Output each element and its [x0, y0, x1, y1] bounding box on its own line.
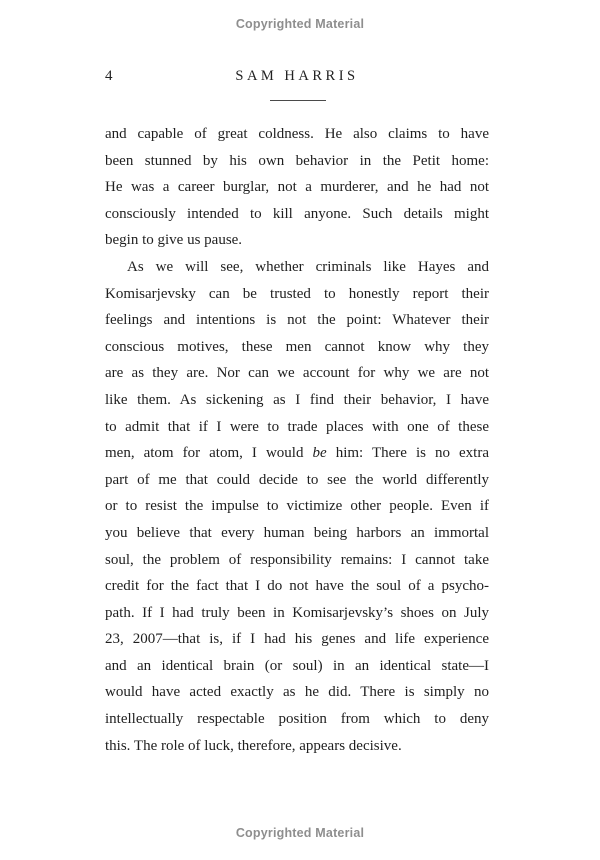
body-line: or to resist the impulse to victimize other people. Even if: [105, 498, 489, 515]
body-text: [105, 121, 489, 759]
body-line: Komisarjevsky can be trusted to honestly report their: [105, 285, 489, 302]
copyright-banner-bottom: Copyrighted Material: [235, 826, 365, 840]
header-rule-divider: [270, 100, 326, 101]
body-line: intellectually respectable position from which to deny: [105, 711, 489, 728]
body-line: credit for the fact that I do not have the soul of a psycho-: [105, 578, 489, 595]
body-line: consciously intended to kill anyone. Such details might: [105, 205, 489, 222]
body-line: are as they are. Nor can we account for why we are not: [105, 365, 489, 382]
page-number: 4: [105, 68, 113, 84]
body-line: He was a career burglar, not a murderer, and he had not: [105, 179, 489, 196]
body-line: conscious motives, these men cannot know why they: [105, 338, 489, 355]
body-line: and an identical brain (or soul) in an identical state—I: [105, 657, 489, 674]
body-line: and capable of great coldness. He also claims to have: [105, 126, 489, 142]
body-line: to admit that if I were to trade places with one of these: [105, 418, 489, 435]
body-line: you believe that every human being harbors an immortal: [105, 524, 489, 541]
body-line: this. The role of luck, therefore, appears decisive.: [105, 737, 402, 754]
body-line: path. If I had truly been in Komisarjevsky’s shoes on July: [105, 604, 489, 621]
body-line: soul, the problem of responsibility remains: I cannot take: [105, 551, 489, 568]
body-line: 23, 2007—that is, if I had his genes and life experience: [105, 631, 489, 648]
body-line: would have acted exactly as he did. There is simply no: [105, 684, 489, 701]
copyright-banner-top: Copyrighted Material: [235, 17, 365, 31]
running-header: SAM HARRIS: [235, 68, 359, 84]
body-line: As we will see, whether criminals like Hayes and: [127, 258, 489, 275]
body-line: men, atom for atom, I would be him: There is no extra: [105, 445, 489, 462]
body-line: part of me that could decide to see the world differently: [105, 471, 489, 488]
body-line: like them. As sickening as I find their behavior, I have: [105, 391, 489, 408]
body-line: been stunned by his own behavior in the Petit home:: [105, 152, 489, 169]
body-line: begin to give us pause.: [105, 232, 243, 249]
body-line: feelings and intentions is not the point: Whatever their: [105, 312, 489, 329]
